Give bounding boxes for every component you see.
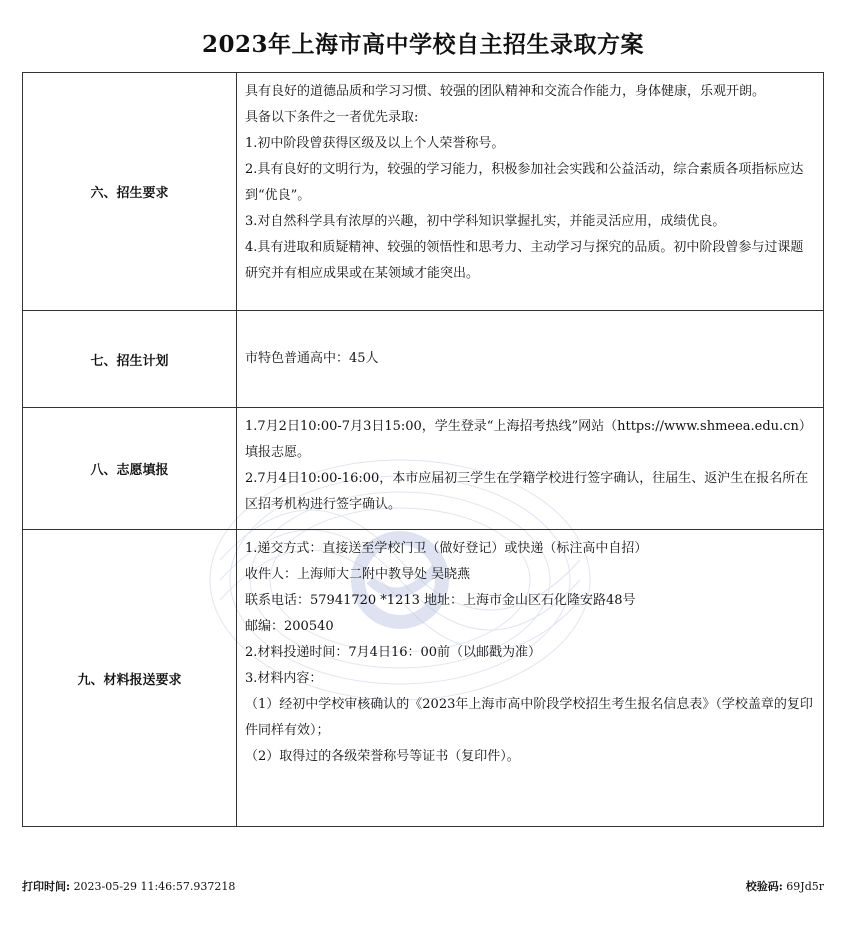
table-row-materials [23,530,824,827]
content-line: 2.具有良好的文明行为，较强的学习能力，积极参加社会实践和公益活动，综合素质各项指标应达到“优良”。 [245,162,804,203]
content-line: 具备以下条件之一者优先录取: [245,110,419,125]
page-title: 2023年上海市高中学校自主招生录取方案 [201,31,644,58]
content-line: 市特色普通高中：45人 [245,351,379,366]
content-line: 联系电话：57941720 *1213 地址：上海市金山区石化隆安路48号 [245,593,636,608]
content-line: （1）经初中学校审核确认的《2023年上海市高中阶段学校招生考生报名信息表》（学校盖章的复印件同样有效）； [245,697,813,738]
content-line: 3.对自然科学具有浓厚的兴趣，初中学科知识掌握扎实，并能灵活应用，成绩优良。 [245,214,726,229]
content-line: 收件人：上海师大二附中教导处 吴晓燕 [245,567,471,582]
check-code-value: 69Jd5r [786,880,824,893]
check-code [746,878,824,894]
content-line: 2.材料投递时间：7月4日16：00前（以邮戳为准） [245,645,542,660]
content-line: 1.递交方式：直接送至学校门卫（做好登记）或快递（标注高中自招） [245,541,648,556]
table-row-requirements [23,73,824,311]
print-time-label: 打印时间: [22,880,71,893]
content-line: 1.7月2日10:00-7月3日15:00，学生登录“上海招考热线”网站（https://www.shmeea.edu.cn）填报志愿。 [245,419,812,460]
content-line: （2）取得过的各级荣誉称号等证书（复印件）。 [245,749,520,764]
content-line: 邮编：200540 [245,619,334,634]
content-line: 4.具有进取和质疑精神、较强的领悟性和思考力、主动学习与探究的品质。初中阶段曾参与过课题研究并有相应成果或在某领域才能突出。 [245,240,804,281]
row-label: 六、招生要求 [23,73,237,311]
row-label: 九、材料报送要求 [23,530,237,827]
check-code-label: 校验码: [745,880,783,893]
print-time-value: 2023-05-29 11:46:57.937218 [73,880,236,893]
content-line: 1.初中阶段曾获得区级及以上个人荣誉称号。 [245,136,505,151]
print-time [22,878,235,894]
content-line: 3.材料内容： [245,671,323,686]
table-row-plan [23,311,824,408]
table-row-application [23,408,824,530]
content-line: 具有良好的道德品质和学习习惯、较强的团队精神和交流合作能力，身体健康，乐观开朗。 [245,84,766,99]
admission-plan-table [22,72,824,827]
row-content [237,530,824,827]
row-label: 八、志愿填报 [23,408,237,530]
content-line: 2.7月4日10:00-16:00，本市应届初三学生在学籍学校进行签字确认，往届生、返沪生在报名所在区招考机构进行签字确认。 [245,471,809,512]
row-content [237,73,824,311]
row-label: 七、招生计划 [23,311,237,408]
row-content [237,311,824,408]
row-content [237,408,824,530]
